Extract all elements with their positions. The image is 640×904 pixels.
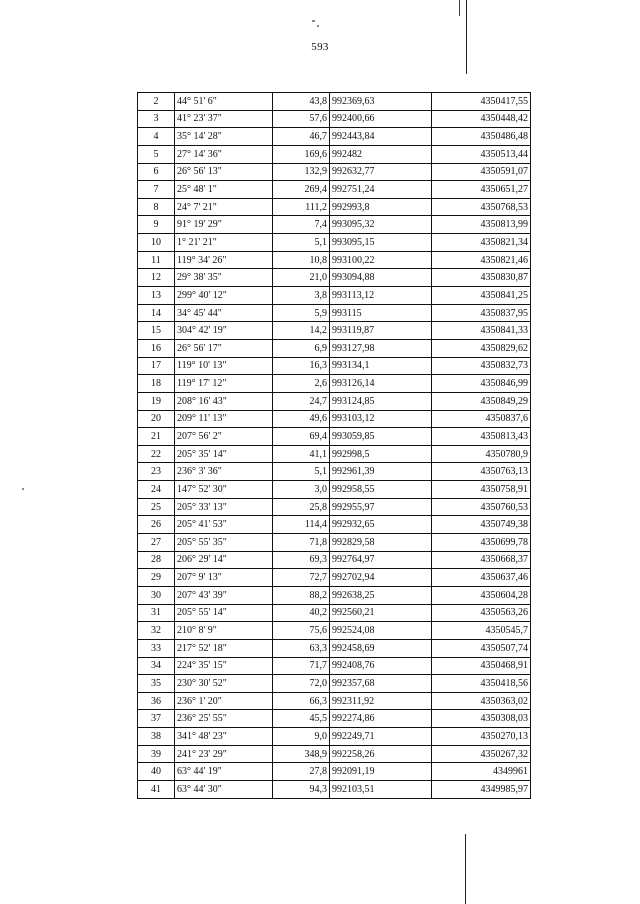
y-coordinate-cell: 4350448,42	[432, 110, 531, 128]
point-number-cell: 34	[138, 657, 175, 675]
distance-cell: 49,6	[273, 410, 330, 428]
x-coordinate-cell: 993115	[330, 304, 432, 322]
x-coordinate-cell: 992400,66	[330, 110, 432, 128]
bearing-cell: 1° 21' 21"	[175, 234, 273, 252]
x-coordinate-cell: 993124,85	[330, 392, 432, 410]
distance-cell: 40,2	[273, 604, 330, 622]
table-row	[138, 322, 531, 340]
point-number-cell: 27	[138, 534, 175, 552]
point-number-cell: 20	[138, 410, 175, 428]
x-coordinate-cell: 993134,1	[330, 357, 432, 375]
x-coordinate-cell: 993113,12	[330, 287, 432, 305]
table-row	[138, 745, 531, 763]
table-row	[138, 692, 531, 710]
x-coordinate-cell: 993127,98	[330, 339, 432, 357]
point-number-cell: 22	[138, 445, 175, 463]
y-coordinate-cell: 4350763,13	[432, 463, 531, 481]
point-number-cell: 3	[138, 110, 175, 128]
scan-speck	[312, 20, 315, 22]
bearing-cell: 24° 7' 21"	[175, 198, 273, 216]
bearing-cell: 304° 42' 19"	[175, 322, 273, 340]
x-coordinate-cell: 992408,76	[330, 657, 432, 675]
bearing-cell: 26° 56' 13"	[175, 163, 273, 181]
y-coordinate-cell: 4350841,33	[432, 322, 531, 340]
point-number-cell: 24	[138, 481, 175, 499]
distance-cell: 5,9	[273, 304, 330, 322]
y-coordinate-cell: 4350507,74	[432, 639, 531, 657]
table-row	[138, 675, 531, 693]
point-number-cell: 40	[138, 763, 175, 781]
x-coordinate-cell: 992638,25	[330, 586, 432, 604]
table-row	[138, 339, 531, 357]
x-coordinate-cell: 992932,65	[330, 516, 432, 534]
x-coordinate-cell: 992311,92	[330, 692, 432, 710]
distance-cell: 72,7	[273, 569, 330, 587]
y-coordinate-cell: 4350841,25	[432, 287, 531, 305]
distance-cell: 24,7	[273, 392, 330, 410]
bearing-cell: 236° 25' 55"	[175, 710, 273, 728]
margin-mark-line	[459, 0, 460, 16]
bearing-cell: 230° 30' 52"	[175, 675, 273, 693]
x-coordinate-cell: 992357,68	[330, 675, 432, 693]
bearing-cell: 299° 40' 12"	[175, 287, 273, 305]
margin-rule-bottom	[465, 834, 466, 904]
table-row	[138, 287, 531, 305]
table-row	[138, 216, 531, 234]
x-coordinate-cell: 993095,15	[330, 234, 432, 252]
y-coordinate-cell: 4350513,44	[432, 145, 531, 163]
table-row	[138, 198, 531, 216]
point-number-cell: 31	[138, 604, 175, 622]
point-number-cell: 33	[138, 639, 175, 657]
bearing-cell: 207° 43' 39"	[175, 586, 273, 604]
distance-cell: 75,6	[273, 622, 330, 640]
distance-cell: 69,4	[273, 428, 330, 446]
distance-cell: 6,9	[273, 339, 330, 357]
y-coordinate-cell: 4350591,07	[432, 163, 531, 181]
y-coordinate-cell: 4350821,34	[432, 234, 531, 252]
table-row	[138, 163, 531, 181]
table-row	[138, 181, 531, 199]
distance-cell: 114,4	[273, 516, 330, 534]
distance-cell: 16,3	[273, 357, 330, 375]
distance-cell: 63,3	[273, 639, 330, 657]
y-coordinate-cell: 4350780,9	[432, 445, 531, 463]
x-coordinate-cell: 992764,97	[330, 551, 432, 569]
x-coordinate-cell: 992632,77	[330, 163, 432, 181]
point-number-cell: 13	[138, 287, 175, 305]
bearing-cell: 205° 33' 13"	[175, 498, 273, 516]
y-coordinate-cell: 4350699,78	[432, 534, 531, 552]
x-coordinate-cell: 992103,51	[330, 780, 432, 798]
x-coordinate-cell: 993103,12	[330, 410, 432, 428]
table-row	[138, 639, 531, 657]
point-number-cell: 38	[138, 728, 175, 746]
y-coordinate-cell: 4350832,73	[432, 357, 531, 375]
distance-cell: 132,9	[273, 163, 330, 181]
point-number-cell: 26	[138, 516, 175, 534]
distance-cell: 45,5	[273, 710, 330, 728]
x-coordinate-cell: 992955,97	[330, 498, 432, 516]
margin-rule-top	[466, 0, 467, 74]
table-row	[138, 145, 531, 163]
point-number-cell: 29	[138, 569, 175, 587]
distance-cell: 71,8	[273, 534, 330, 552]
bearing-cell: 341° 48' 23"	[175, 728, 273, 746]
table-row	[138, 551, 531, 569]
distance-cell: 3,0	[273, 481, 330, 499]
y-coordinate-cell: 4350821,46	[432, 251, 531, 269]
table-row	[138, 392, 531, 410]
x-coordinate-cell: 992258,26	[330, 745, 432, 763]
point-number-cell: 12	[138, 269, 175, 287]
table-row	[138, 445, 531, 463]
distance-cell: 94,3	[273, 780, 330, 798]
point-number-cell: 18	[138, 375, 175, 393]
bearing-cell: 27° 14' 36"	[175, 145, 273, 163]
bearing-cell: 34° 45' 44"	[175, 304, 273, 322]
bearing-cell: 208° 16' 43"	[175, 392, 273, 410]
table-row	[138, 780, 531, 798]
table-row	[138, 481, 531, 499]
x-coordinate-cell: 992998,5	[330, 445, 432, 463]
distance-cell: 88,2	[273, 586, 330, 604]
bearing-cell: 205° 55' 14"	[175, 604, 273, 622]
x-coordinate-cell: 992958,55	[330, 481, 432, 499]
bearing-cell: 26° 56' 17"	[175, 339, 273, 357]
x-coordinate-cell: 992369,63	[330, 93, 432, 111]
table-row	[138, 604, 531, 622]
point-number-cell: 14	[138, 304, 175, 322]
point-number-cell: 36	[138, 692, 175, 710]
point-number-cell: 21	[138, 428, 175, 446]
table-row	[138, 534, 531, 552]
bearing-cell: 205° 41' 53"	[175, 516, 273, 534]
distance-cell: 5,1	[273, 234, 330, 252]
y-coordinate-cell: 4350267,32	[432, 745, 531, 763]
x-coordinate-cell: 993095,32	[330, 216, 432, 234]
point-number-cell: 10	[138, 234, 175, 252]
x-coordinate-cell: 992524,08	[330, 622, 432, 640]
point-number-cell: 5	[138, 145, 175, 163]
bearing-cell: 210° 8' 9"	[175, 622, 273, 640]
point-number-cell: 19	[138, 392, 175, 410]
point-number-cell: 23	[138, 463, 175, 481]
x-coordinate-cell: 993126,14	[330, 375, 432, 393]
table-row	[138, 498, 531, 516]
bearing-cell: 217° 52' 18"	[175, 639, 273, 657]
y-coordinate-cell: 4350270,13	[432, 728, 531, 746]
y-coordinate-cell: 4350604,28	[432, 586, 531, 604]
point-number-cell: 28	[138, 551, 175, 569]
table-row	[138, 304, 531, 322]
y-coordinate-cell: 4350846,99	[432, 375, 531, 393]
y-coordinate-cell: 4350768,53	[432, 198, 531, 216]
x-coordinate-cell: 992091,19	[330, 763, 432, 781]
y-coordinate-cell: 4350418,56	[432, 675, 531, 693]
x-coordinate-cell: 992274,86	[330, 710, 432, 728]
point-number-cell: 16	[138, 339, 175, 357]
x-coordinate-cell: 992458,69	[330, 639, 432, 657]
table-row	[138, 357, 531, 375]
x-coordinate-cell: 992751,24	[330, 181, 432, 199]
bearing-cell: 91° 19' 29"	[175, 216, 273, 234]
bearing-cell: 207° 9' 13"	[175, 569, 273, 587]
x-coordinate-cell: 992249,71	[330, 728, 432, 746]
table-row	[138, 728, 531, 746]
y-coordinate-cell: 4350468,91	[432, 657, 531, 675]
table-row	[138, 463, 531, 481]
bearing-cell: 236° 3' 36"	[175, 463, 273, 481]
distance-cell: 27,8	[273, 763, 330, 781]
y-coordinate-cell: 4349961	[432, 763, 531, 781]
x-coordinate-cell: 992993,8	[330, 198, 432, 216]
bearing-cell: 236° 1' 20"	[175, 692, 273, 710]
distance-cell: 10,8	[273, 251, 330, 269]
bearing-cell: 205° 55' 35"	[175, 534, 273, 552]
point-number-cell: 17	[138, 357, 175, 375]
y-coordinate-cell: 4350417,55	[432, 93, 531, 111]
y-coordinate-cell: 4350829,62	[432, 339, 531, 357]
y-coordinate-cell: 4350668,37	[432, 551, 531, 569]
table-row	[138, 269, 531, 287]
coordinates-table	[137, 92, 531, 799]
y-coordinate-cell: 4350758,91	[432, 481, 531, 499]
table-row	[138, 763, 531, 781]
distance-cell: 7,4	[273, 216, 330, 234]
distance-cell: 66,3	[273, 692, 330, 710]
x-coordinate-cell: 992482	[330, 145, 432, 163]
y-coordinate-cell: 4350486,48	[432, 128, 531, 146]
y-coordinate-cell: 4350308,03	[432, 710, 531, 728]
bearing-cell: 119° 10' 13"	[175, 357, 273, 375]
table-row	[138, 128, 531, 146]
point-number-cell: 30	[138, 586, 175, 604]
point-number-cell: 9	[138, 216, 175, 234]
y-coordinate-cell: 4349985,97	[432, 780, 531, 798]
bearing-cell: 207° 56' 2"	[175, 428, 273, 446]
y-coordinate-cell: 4350813,43	[432, 428, 531, 446]
distance-cell: 111,2	[273, 198, 330, 216]
x-coordinate-cell: 992961,39	[330, 463, 432, 481]
table-row	[138, 586, 531, 604]
point-number-cell: 8	[138, 198, 175, 216]
distance-cell: 25,8	[273, 498, 330, 516]
table-row	[138, 234, 531, 252]
point-number-cell: 32	[138, 622, 175, 640]
y-coordinate-cell: 4350637,46	[432, 569, 531, 587]
distance-cell: 21,0	[273, 269, 330, 287]
distance-cell: 269,4	[273, 181, 330, 199]
point-number-cell: 7	[138, 181, 175, 199]
bearing-cell: 29° 38' 35"	[175, 269, 273, 287]
table-row	[138, 569, 531, 587]
distance-cell: 169,6	[273, 145, 330, 163]
bearing-cell: 241° 23' 29"	[175, 745, 273, 763]
table-row	[138, 110, 531, 128]
bearing-cell: 205° 35' 14"	[175, 445, 273, 463]
distance-cell: 71,7	[273, 657, 330, 675]
x-coordinate-cell: 992443,84	[330, 128, 432, 146]
bearing-cell: 206° 29' 14"	[175, 551, 273, 569]
bearing-cell: 147° 52' 30"	[175, 481, 273, 499]
table-row	[138, 516, 531, 534]
y-coordinate-cell: 4350563,26	[432, 604, 531, 622]
point-number-cell: 39	[138, 745, 175, 763]
y-coordinate-cell: 4350545,7	[432, 622, 531, 640]
distance-cell: 5,1	[273, 463, 330, 481]
y-coordinate-cell: 4350849,29	[432, 392, 531, 410]
table-row	[138, 657, 531, 675]
distance-cell: 72,0	[273, 675, 330, 693]
point-number-cell: 6	[138, 163, 175, 181]
bearing-cell: 224° 35' 15"	[175, 657, 273, 675]
point-number-cell: 4	[138, 128, 175, 146]
point-number-cell: 37	[138, 710, 175, 728]
distance-cell: 14,2	[273, 322, 330, 340]
bearing-cell: 44° 51' 6"	[175, 93, 273, 111]
y-coordinate-cell: 4350813,99	[432, 216, 531, 234]
bearing-cell: 63° 44' 30"	[175, 780, 273, 798]
table-row	[138, 375, 531, 393]
x-coordinate-cell: 992560,21	[330, 604, 432, 622]
x-coordinate-cell: 993119,87	[330, 322, 432, 340]
distance-cell: 69,3	[273, 551, 330, 569]
point-number-cell: 35	[138, 675, 175, 693]
x-coordinate-cell: 992702,94	[330, 569, 432, 587]
y-coordinate-cell: 4350830,87	[432, 269, 531, 287]
distance-cell: 3,8	[273, 287, 330, 305]
table-row	[138, 622, 531, 640]
bearing-cell: 63° 44' 19"	[175, 763, 273, 781]
table-row	[138, 251, 531, 269]
point-number-cell: 25	[138, 498, 175, 516]
bearing-cell: 35° 14' 28"	[175, 128, 273, 146]
table-row	[138, 93, 531, 111]
distance-cell: 9,0	[273, 728, 330, 746]
scan-speck	[22, 488, 24, 490]
point-number-cell: 41	[138, 780, 175, 798]
point-number-cell: 11	[138, 251, 175, 269]
bearing-cell: 41° 23' 37"	[175, 110, 273, 128]
distance-cell: 348,9	[273, 745, 330, 763]
bearing-cell: 119° 34' 26"	[175, 251, 273, 269]
distance-cell: 41,1	[273, 445, 330, 463]
distance-cell: 46,7	[273, 128, 330, 146]
y-coordinate-cell: 4350749,38	[432, 516, 531, 534]
y-coordinate-cell: 4350363,02	[432, 692, 531, 710]
point-number-cell: 2	[138, 93, 175, 111]
distance-cell: 57,6	[273, 110, 330, 128]
bearing-cell: 119° 17' 12"	[175, 375, 273, 393]
table-row	[138, 710, 531, 728]
x-coordinate-cell: 993094,88	[330, 269, 432, 287]
y-coordinate-cell: 4350760,53	[432, 498, 531, 516]
y-coordinate-cell: 4350837,6	[432, 410, 531, 428]
point-number-cell: 15	[138, 322, 175, 340]
x-coordinate-cell: 993100,22	[330, 251, 432, 269]
bearing-cell: 25° 48' 1"	[175, 181, 273, 199]
table-row	[138, 410, 531, 428]
y-coordinate-cell: 4350651,27	[432, 181, 531, 199]
bearing-cell: 209° 11' 13"	[175, 410, 273, 428]
page-number: 593	[311, 41, 329, 53]
table-row	[138, 428, 531, 446]
distance-cell: 2,6	[273, 375, 330, 393]
scan-speck	[317, 25, 319, 27]
distance-cell: 43,8	[273, 93, 330, 111]
x-coordinate-cell: 993059,85	[330, 428, 432, 446]
y-coordinate-cell: 4350837,95	[432, 304, 531, 322]
x-coordinate-cell: 992829,58	[330, 534, 432, 552]
